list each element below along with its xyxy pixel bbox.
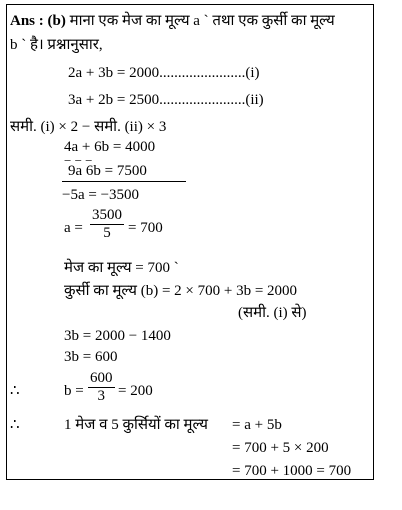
a-value: = 700: [128, 220, 163, 236]
equation-2: 3a + 2b = 2500.......................(ii): [68, 92, 264, 108]
chair-price-equation: कुर्सी का मूल्य (b) = 2 × 700 + 3b = 2000: [64, 283, 298, 299]
subtraction-signs: − − −: [64, 153, 93, 168]
b-numerator: 600: [90, 370, 113, 386]
therefore-symbol: ∴: [10, 383, 20, 399]
subtraction-rule: [62, 181, 186, 182]
b-fraction: [88, 370, 115, 405]
b-step-1: 3b = 2000 − 1400: [64, 328, 171, 344]
table-price: मेज का मूल्य = 700 `: [64, 260, 179, 276]
intro-line-2: b ` है। प्रश्नानुसार,: [10, 37, 103, 53]
a-numerator: 3500: [92, 207, 122, 223]
b-step-2: 3b = 600: [64, 349, 118, 365]
a-lhs: a =: [64, 220, 83, 236]
scaled-equation-1: 4a + 6b = 4000: [64, 139, 156, 155]
intro-line-1: माना एक मेज का मूल्य a ` तथा एक कुर्सी का मूल्य: [69, 13, 335, 29]
answer-heading: [10, 12, 335, 30]
b-denominator: 3: [97, 388, 105, 404]
equation-reference: (समी. (i) से): [238, 305, 307, 321]
elimination-step: समी. (i) × 2 − समी. (ii) × 3: [10, 119, 167, 135]
final-label: 1 मेज व 5 कुर्सियों का मूल्य: [64, 417, 209, 433]
scaled-equation-2: 9a 6b = 7500: [68, 163, 147, 179]
final-line-1: = a + 5b: [232, 417, 282, 433]
result-equation: −5a = −3500: [62, 187, 140, 203]
b-lhs: b =: [64, 383, 84, 399]
b-value: = 200: [118, 383, 153, 399]
equation-1: 2a + 3b = 2000.......................(i): [68, 65, 260, 81]
answer-label: Ans :: [10, 13, 44, 29]
therefore-symbol: ∴: [10, 417, 20, 433]
final-line-3: = 700 + 1000 = 700: [232, 463, 352, 479]
answer-option: (b): [47, 13, 66, 29]
a-fraction: [90, 207, 124, 242]
a-denominator: 5: [103, 225, 111, 241]
final-line-2: = 700 + 5 × 200: [232, 440, 329, 456]
